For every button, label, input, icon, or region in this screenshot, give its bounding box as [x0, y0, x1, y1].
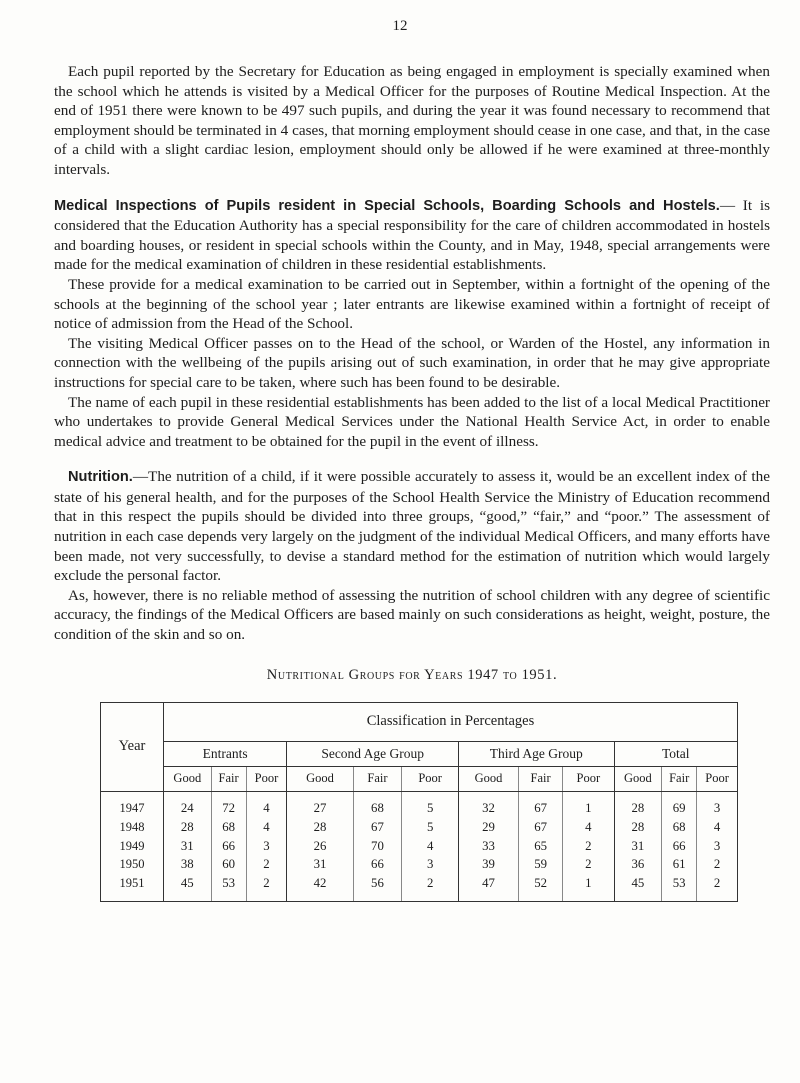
nutrition-paragraph [54, 467, 770, 586]
table-row [101, 818, 738, 837]
value-cell: 2 [402, 874, 459, 901]
value-cell: 32 [459, 791, 519, 818]
value-cell: 28 [287, 818, 353, 837]
value-cell: 4 [402, 837, 459, 856]
year-cell: 1947 [101, 791, 164, 818]
medical-inspections-lead: — It is considered that the Education Authority has a special responsibility for the care of children accommodated in hostels and boarding houses, or resident in special schools within the County, and in May, 1948, special arrangements were made for the medical examination of children in these residential establishments. [54, 196, 770, 274]
value-cell: 39 [459, 855, 519, 874]
value-cell: 5 [402, 791, 459, 818]
sub-header-fair: Fair [211, 766, 246, 791]
value-cell: 59 [519, 855, 563, 874]
group-header-second: Second Age Group [287, 741, 459, 766]
group-header-third: Third Age Group [459, 741, 615, 766]
medical-paragraph-2: These provide for a medical examination to be carried out in September, within a fortnight of the opening of the schools at the beginning of the school year ; later entrants are likewise examined within a fortnight of receipt of notice of admission from the Head of the School. [54, 275, 770, 333]
medical-inspections-paragraph [54, 196, 770, 275]
value-cell: 2 [246, 874, 287, 901]
value-cell: 61 [662, 855, 697, 874]
employment-paragraph: Each pupil reported by the Secretary for Education as being engaged in employment is specially examined when the school which he attends is visited by a Medical Officer for the purposes of Routine Medical Inspection. At the end of 1951 there were known to be 497 such pupils, and during the year it was found necessary to recommend that employment should be terminated in 4 cases, that morning employment should cease in one case, and that, in the case of a child with a slight cardiac lesion, employment should only be allowed if he were examined at three-monthly intervals. [54, 63, 770, 178]
table-row [101, 874, 738, 901]
value-cell: 3 [246, 837, 287, 856]
value-cell: 4 [697, 818, 738, 837]
value-cell: 28 [614, 818, 662, 837]
value-cell: 27 [287, 791, 353, 818]
sub-header-good: Good [614, 766, 662, 791]
nutrition-lead: —The nutrition of a child, if it were possible accurately to assess it, would be an excellent index of the state of his general health, and for the purposes of the School Health Service the Ministry of Education recommend that in this respect the pupils should be divided into three groups, “good,” “fair,” and “poor.” The assessment of nutrition in each case depends very largely on the judgment of the individual Medical Officers, and many efforts have been made, not very successfully, to devise a standard method for the estimation of nutrition which would largely exclude the personal factor. [54, 468, 770, 585]
sub-header-good: Good [164, 766, 212, 791]
value-cell: 3 [402, 855, 459, 874]
sub-header-good: Good [287, 766, 353, 791]
value-cell: 72 [211, 791, 246, 818]
sub-header-fair: Fair [519, 766, 563, 791]
value-cell: 68 [211, 818, 246, 837]
value-cell: 56 [353, 874, 402, 901]
year-cell: 1951 [101, 874, 164, 901]
value-cell: 53 [211, 874, 246, 901]
value-cell: 66 [353, 855, 402, 874]
table-caption: Nutritional Groups for Years 1947 to 1951. [266, 666, 558, 683]
nutrition-paragraph-2: As, however, there is no reliable method of assessing the nutrition of school children with any degree of scientific accuracy, the findings of the Medical Officers are based mainly on such considerations as height, weight, posture, the condition of the skin and so on. [54, 586, 770, 644]
value-cell: 36 [614, 855, 662, 874]
medical-paragraph-4: The name of each pupil in these residential establishments has been added to the list of a local Medical Practitioner who undertakes to provide General Medical Services under the National Health Service Act, in order to enable medical advice and treatment to be obtained for the pupil in the event of illness. [54, 393, 770, 450]
value-cell: 3 [697, 837, 738, 856]
value-cell: 66 [662, 837, 697, 856]
value-cell: 45 [164, 874, 212, 901]
value-cell: 28 [614, 791, 662, 818]
value-cell: 68 [353, 791, 402, 818]
sub-header-poor: Poor [402, 766, 459, 791]
value-cell: 69 [662, 791, 697, 818]
nutrition-table [100, 702, 738, 902]
value-cell: 2 [697, 874, 738, 901]
value-cell: 2 [563, 837, 614, 856]
table-row [101, 837, 738, 856]
value-cell: 3 [697, 791, 738, 818]
sub-header-fair: Fair [662, 766, 697, 791]
year-cell: 1949 [101, 837, 164, 856]
sub-header-poor: Poor [246, 766, 287, 791]
medical-paragraph-3: The visiting Medical Officer passes on to the Head of the school, or Warden of the Hostel, any information in connection with the wellbeing of the pupils arising out of such examination, in order that he may give appropriate instructions for special care to be taken, where such has been found to be desirable. [54, 334, 770, 391]
year-header: Year [101, 702, 164, 791]
value-cell: 67 [353, 818, 402, 837]
value-cell: 5 [402, 818, 459, 837]
document-page [54, 62, 770, 902]
sub-header-poor: Poor [563, 766, 614, 791]
value-cell: 38 [164, 855, 212, 874]
medical-inspections-heading: Medical Inspections of Pupils resident in Special Schools, Boarding Schools and Hostels. [54, 197, 720, 214]
value-cell: 67 [519, 818, 563, 837]
value-cell: 28 [164, 818, 212, 837]
value-cell: 2 [246, 855, 287, 874]
value-cell: 45 [614, 874, 662, 901]
value-cell: 4 [563, 818, 614, 837]
value-cell: 31 [287, 855, 353, 874]
year-cell: 1950 [101, 855, 164, 874]
value-cell: 2 [697, 855, 738, 874]
value-cell: 52 [519, 874, 563, 901]
value-cell: 24 [164, 791, 212, 818]
sub-header-poor: Poor [697, 766, 738, 791]
value-cell: 4 [246, 818, 287, 837]
value-cell: 1 [563, 874, 614, 901]
value-cell: 33 [459, 837, 519, 856]
value-cell: 53 [662, 874, 697, 901]
classification-header: Classification in Percentages [164, 702, 738, 741]
value-cell: 4 [246, 791, 287, 818]
value-cell: 31 [164, 837, 212, 856]
value-cell: 68 [662, 818, 697, 837]
table-row [101, 791, 738, 818]
nutrition-heading: Nutrition. [68, 469, 133, 486]
year-cell: 1948 [101, 818, 164, 837]
value-cell: 42 [287, 874, 353, 901]
value-cell: 26 [287, 837, 353, 856]
sub-header-fair: Fair [353, 766, 402, 791]
value-cell: 66 [211, 837, 246, 856]
value-cell: 1 [563, 791, 614, 818]
value-cell: 47 [459, 874, 519, 901]
value-cell: 67 [519, 791, 563, 818]
table-row [101, 855, 738, 874]
value-cell: 29 [459, 818, 519, 837]
value-cell: 60 [211, 855, 246, 874]
value-cell: 70 [353, 837, 402, 856]
table-body [101, 791, 738, 901]
group-header-entrants: Entrants [164, 741, 287, 766]
sub-header-good: Good [459, 766, 519, 791]
value-cell: 65 [519, 837, 563, 856]
value-cell: 2 [563, 855, 614, 874]
value-cell: 31 [614, 837, 662, 856]
page-number: 12 [392, 18, 408, 34]
group-header-total: Total [614, 741, 737, 766]
